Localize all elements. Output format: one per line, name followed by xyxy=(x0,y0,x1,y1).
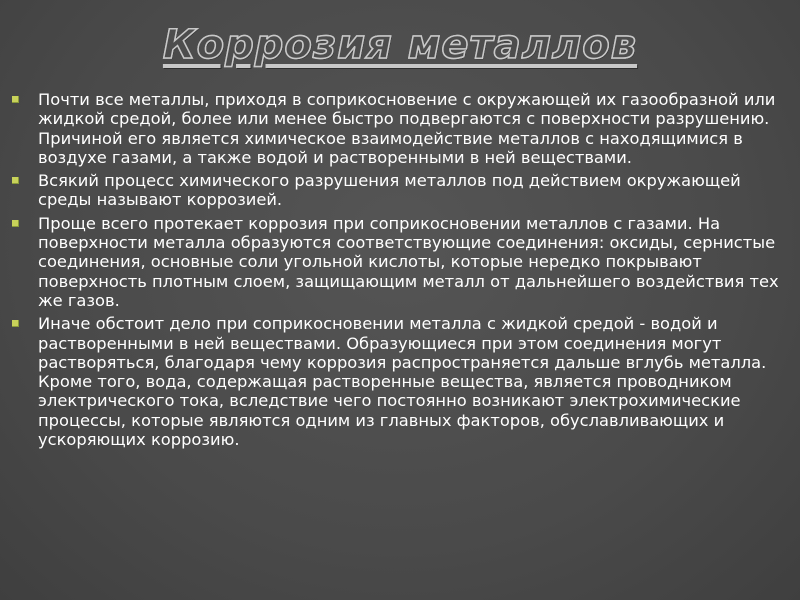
square-bullet-icon xyxy=(12,177,19,184)
bullet-text: Проще всего протекает коррозия при соприкосновении металлов с газами. На поверхности металла образуются соответствующие соединения: оксиды, сернистые соединения, основные соли угольной кислоты, которые нередко покрывают поверхность плотным слоем, защищающим металл от дальнейшего воздействия тех же газов. xyxy=(38,213,779,310)
bullet-list xyxy=(10,90,785,453)
bullet-item xyxy=(10,90,785,167)
square-bullet-icon xyxy=(12,220,19,227)
bullet-text: Иначе обстоит дело при соприкосновении металла с жидкой средой - водой и растворенными в ней веществами. Образующиеся при этом соединения могут растворяться, благодаря чему коррозия распространяется дальше вглубь металла. Кроме того, вода, содержащая растворенные вещества, является проводником электрического тока, вследствие чего постоянно возникают электрохимические процессы, которые являются одним из главных факторов, обуславливающих и ускоряющих коррозию. xyxy=(38,314,767,450)
bullet-item xyxy=(10,314,785,449)
slide-title: Коррозия металлов xyxy=(162,22,638,68)
square-bullet-icon xyxy=(12,96,19,103)
bullet-text: Почти все металлы, приходя в соприкосновение с окружающей их газообразной или жидкой средой, более или менее быстро подвергаются с поверхности разрушению. Причиной его является химическое взаимодействие металлов с находящимися в воздухе газами, а также водой и растворенными в ней веществами. xyxy=(38,90,776,167)
bullet-text: Всякий процесс химического разрушения металлов под действием окружающей среды называют коррозией. xyxy=(38,171,741,210)
square-bullet-icon xyxy=(12,320,19,327)
bullet-item xyxy=(10,171,785,210)
bullet-item xyxy=(10,214,785,310)
